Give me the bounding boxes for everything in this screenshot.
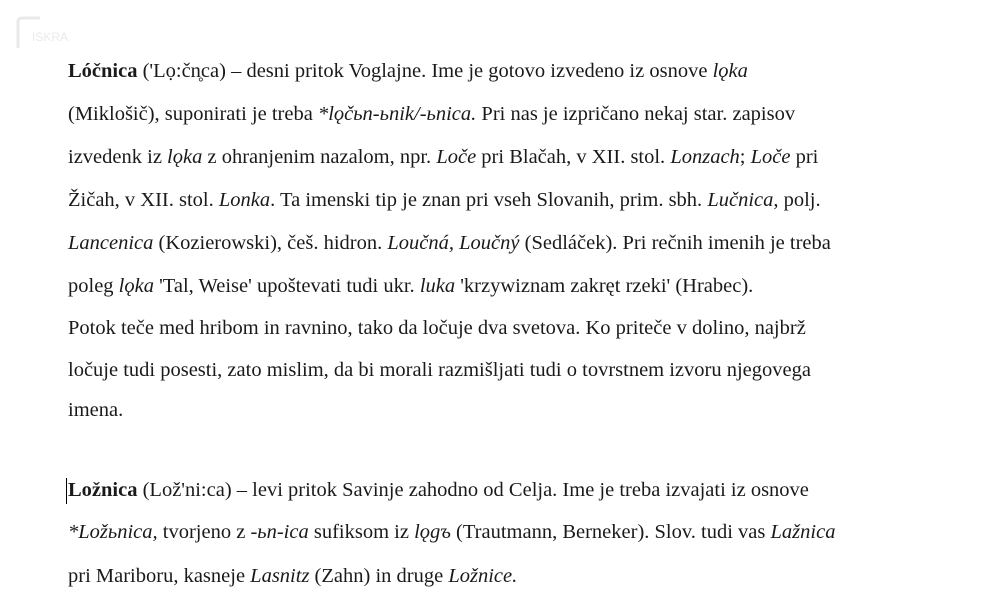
paragraph-1-line-1 [68, 58, 748, 84]
paragraph-2-line-3: imena. [68, 399, 124, 421]
italic-run: lǫka [167, 146, 203, 168]
paragraph-1-line-4 [68, 187, 821, 213]
text-run: Žičah, v XII. stol. [68, 189, 219, 211]
paragraph-1-line-5 [68, 230, 831, 256]
italic-run: Loučná, Loučný [387, 232, 520, 254]
paragraph-2-line-2: ločuje tudi posesti, zato mislim, da bi morali razmišljati tudi o tovrstnem izvoru njegovega [68, 359, 811, 381]
text-run: ('Lọ:čn̥ca) – desni pritok Voglajne. Ime je gotovo izvedeno iz osnove [137, 60, 713, 82]
text-run: , polj. [773, 189, 821, 211]
text-run: ; [739, 146, 751, 168]
italic-run: Lasnitz [250, 565, 310, 587]
italic-run: Ložnice. [448, 565, 518, 587]
entry-headword-locnica: Lóčnica [68, 60, 138, 82]
text-run: Pri nas je izpričano nekaj star. zapisov [476, 103, 796, 125]
text-run: pri [790, 146, 819, 168]
italic-run: -ьn-ica [250, 521, 309, 543]
text-run: poleg [68, 275, 119, 297]
italic-run: lǫka [712, 60, 748, 82]
italic-run: Lažnica [770, 521, 836, 543]
text-run: (Lož'ni:ca) – levi pritok Savinje zahodno od Celja. Ime je treba izvajati iz osnove [137, 479, 809, 501]
text-run: 'Tal, Weise' upoštevati tudi ukr. [153, 275, 420, 297]
italic-run: Lučnica [707, 189, 774, 211]
text-run: izvedenk iz [68, 146, 168, 168]
paragraph-3-line-2 [68, 519, 835, 545]
text-run: (Trautmann, Berneker). Slov. tudi vas [450, 521, 771, 543]
paragraph-1-line-3 [68, 144, 818, 170]
italic-run: *lǫčьn-ьnik/-ьnica. [317, 103, 477, 125]
paragraph-1-line-2 [68, 101, 795, 127]
paragraph-1-line-6 [68, 273, 753, 299]
italic-run: Lancenica [68, 232, 154, 254]
paragraph-2-line-1: Potok teče med hribom in ravnino, tako da ločuje dva svetova. Ko priteče v dolino, najbrž [68, 317, 806, 339]
italic-run: Lonka [218, 189, 271, 211]
text-run: pri Mariboru, kasneje [68, 565, 251, 587]
text-run: pri Blačah, v XII. stol. [476, 146, 671, 168]
italic-run: lǫka [118, 275, 154, 297]
text-run: 'krzywiznam zakręt rzeki' (Hrabec). [455, 275, 754, 297]
paragraph-3-line-1 [68, 477, 809, 503]
text-run: z ohranjenim nazalom, npr. [202, 146, 437, 168]
watermark-text: ISKRA [32, 30, 69, 44]
text-run: (Kozierowski), češ. hidron. [153, 232, 388, 254]
italic-run: Loče [436, 146, 477, 168]
italic-run: Loče [750, 146, 791, 168]
italic-run: *Ložьnica, [68, 521, 158, 543]
paragraph-3-line-3 [68, 563, 517, 589]
text-run: tvorjeno z [157, 521, 251, 543]
italic-run: lǫgъ [414, 521, 451, 543]
italic-run: Lonzach [670, 146, 740, 168]
text-run: sufiksom iz [308, 521, 415, 543]
text-run: (Sedláček). Pri rečnih imenih je treba [519, 232, 831, 254]
watermark-logo [14, 14, 114, 54]
text-cursor [66, 478, 67, 504]
text-run: . Ta imenski tip je znan pri vseh Slovanih, prim. sbh. [270, 189, 708, 211]
italic-run: luka [419, 275, 456, 297]
entry-headword-loznica: Ložnica [68, 479, 138, 501]
text-run: (Miklošič), suponirati je treba [68, 103, 318, 125]
text-run: (Zahn) in druge [309, 565, 449, 587]
